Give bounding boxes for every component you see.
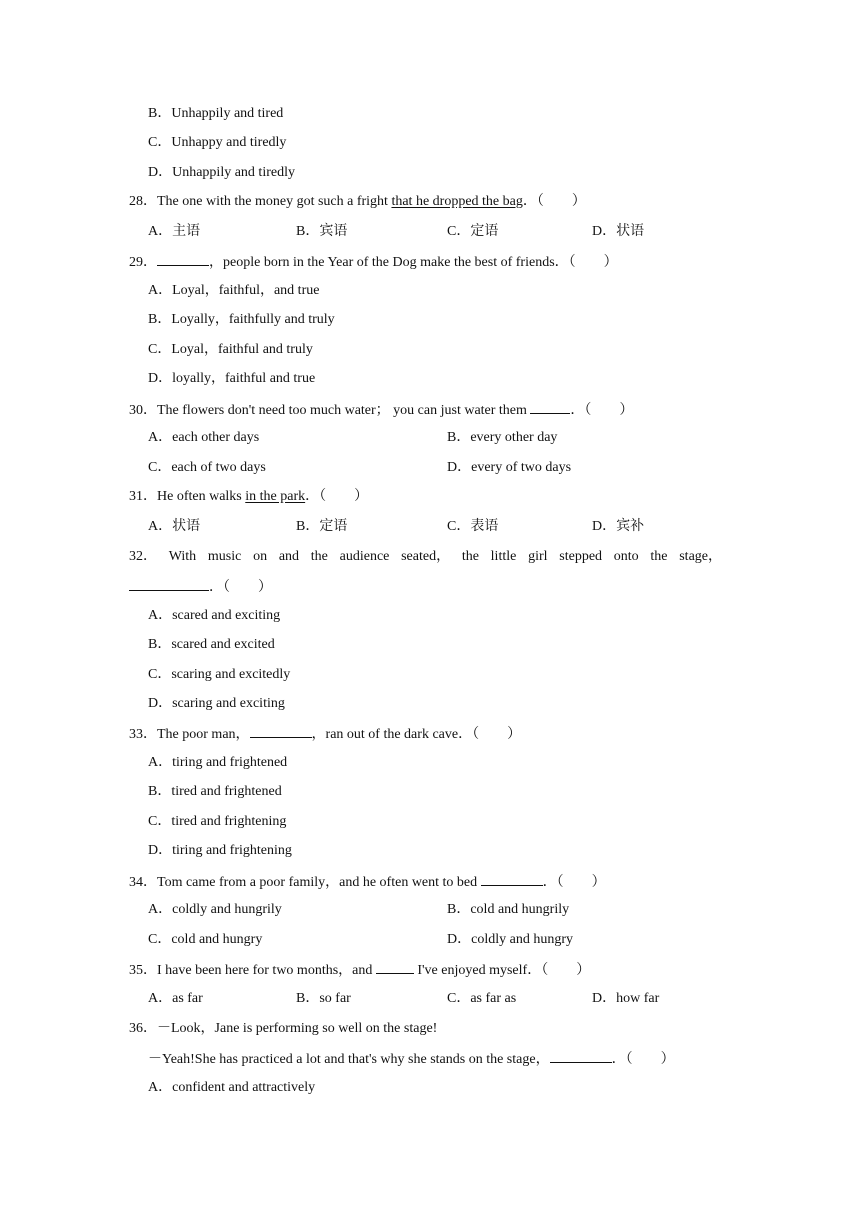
- question-35: [129, 960, 590, 980]
- q30-blank: [530, 400, 570, 414]
- q32-option-b: B．scared and excited: [148, 637, 275, 652]
- q32-blank: [129, 577, 209, 591]
- q32-word: stage，: [679, 549, 722, 564]
- question-30: [129, 400, 633, 420]
- q32-option-a: A．scared and exciting: [148, 608, 281, 623]
- q32-option-c: C．scaring and excitedly: [148, 667, 291, 682]
- question-36-line-1: 36．－Look，Jane is performing so well on the stage!: [129, 1021, 438, 1036]
- q32-word: 32．: [129, 549, 157, 564]
- q31-option-b: B．定语: [296, 519, 348, 534]
- q28-underlined-phrase: that he dropped the bag: [391, 194, 523, 209]
- question-33: [129, 724, 521, 744]
- q31-answer-bracket: ．（ ）: [305, 489, 369, 504]
- q34-option-c: C．cold and hungry: [148, 932, 263, 947]
- q32-word: on: [253, 549, 268, 564]
- q35-option-b: B．so far: [296, 991, 351, 1006]
- q33-blank: [250, 724, 312, 738]
- q29-option-d: D．loyally，faithful and true: [148, 371, 316, 386]
- q32-word: the: [650, 549, 668, 564]
- q34-option-b: B．cold and hungrily: [447, 902, 570, 917]
- q29-text: ，people born in the Year of the Dog make the best of friends．（ ）: [209, 255, 618, 270]
- q32-word: little: [490, 549, 517, 564]
- q29-option-c: C．Loyal，faithful and truly: [148, 342, 313, 357]
- q35-text: 35．I have been here for two months，and: [129, 963, 376, 978]
- q33-option-d: D．tiring and frightening: [148, 843, 292, 858]
- q32-word: girl: [528, 549, 548, 564]
- q32-answer-bracket: ．（ ）: [209, 580, 272, 595]
- q34-text: 34．Tom came from a poor family，and he often went to bed: [129, 875, 481, 890]
- q32-word: onto: [613, 549, 639, 564]
- q33-option-c: C．tired and frightening: [148, 814, 287, 829]
- q32-option-d: D．scaring and exciting: [148, 696, 285, 711]
- q34-option-a: A．coldly and hungrily: [148, 902, 282, 917]
- q35-option-c: C．as far as: [447, 991, 517, 1006]
- q36-answer-bracket: ．（ ）: [611, 1052, 675, 1067]
- q27-option-d: D．Unhappily and tiredly: [148, 165, 295, 180]
- q32-word: With: [168, 549, 197, 564]
- q28-text: 28．The one with the money got such a fright: [129, 194, 392, 209]
- q28-option-a: A．主语: [148, 224, 201, 239]
- question-32-line-2: [129, 577, 272, 597]
- q32-word: the: [461, 549, 479, 564]
- q30-text: 30．The flowers don't need too much water； you can just water them: [129, 403, 531, 418]
- q35-blank: [376, 960, 414, 974]
- q29-blank: [157, 252, 209, 266]
- q30-option-a: A．each other days: [148, 430, 260, 445]
- question-29: [129, 252, 618, 272]
- q33-text: 33．The poor man，: [129, 727, 250, 742]
- q31-option-a: A．状语: [148, 519, 201, 534]
- q33-text-end: ，ran out of the dark cave．（ ）: [311, 727, 522, 742]
- q35-text-end: I've enjoyed myself．（ ）: [413, 963, 591, 978]
- q30-option-b: B．every other day: [447, 430, 558, 445]
- q27-option-c: C．Unhappy and tiredly: [148, 135, 287, 150]
- question-36-line-2: [148, 1049, 675, 1069]
- question-31: [129, 488, 368, 506]
- q34-answer-bracket: ．（ ）: [542, 875, 606, 890]
- q29-number: 29．: [129, 255, 157, 270]
- q35-option-a: A．as far: [148, 991, 203, 1006]
- question-28: [129, 193, 586, 211]
- q30-answer-bracket: ．（ ）: [570, 403, 634, 418]
- q31-underlined-phrase: in the park: [245, 489, 306, 504]
- q28-answer-bracket: ．（ ）: [522, 194, 586, 209]
- q27-option-b: B．Unhappily and tired: [148, 106, 284, 121]
- question-32-line-1: [129, 548, 722, 566]
- q31-option-c: C．表语: [447, 519, 499, 534]
- q29-option-b: B．Loyally，faithfully and truly: [148, 312, 335, 327]
- q28-option-d: D．状语: [592, 224, 645, 239]
- q33-option-a: A．tiring and frightened: [148, 755, 288, 770]
- q36-option-a: A．confident and attractively: [148, 1080, 316, 1095]
- q32-word: seated，: [401, 549, 451, 564]
- q34-option-d: D．coldly and hungry: [447, 932, 573, 947]
- q31-text: 31．He often walks: [129, 489, 246, 504]
- q28-option-b: B．宾语: [296, 224, 348, 239]
- q30-option-d: D．every of two days: [447, 460, 572, 475]
- q34-blank: [481, 872, 543, 886]
- q35-option-d: D．how far: [592, 991, 660, 1006]
- question-34: [129, 872, 606, 892]
- q30-option-c: C．each of two days: [148, 460, 266, 475]
- q32-word: music: [207, 549, 242, 564]
- q28-option-c: C．定语: [447, 224, 499, 239]
- q36-blank: [550, 1049, 612, 1063]
- q32-word: stepped: [559, 549, 603, 564]
- q29-option-a: A．Loyal，faithful，and true: [148, 283, 320, 298]
- q32-word: and: [278, 549, 300, 564]
- q36-text: －Yeah!She has practiced a lot and that's why she stands on the stage，: [148, 1052, 550, 1067]
- q32-word: the: [310, 549, 328, 564]
- q33-option-b: B．tired and frightened: [148, 784, 282, 799]
- q31-option-d: D．宾补: [592, 519, 645, 534]
- q32-word: audience: [339, 549, 390, 564]
